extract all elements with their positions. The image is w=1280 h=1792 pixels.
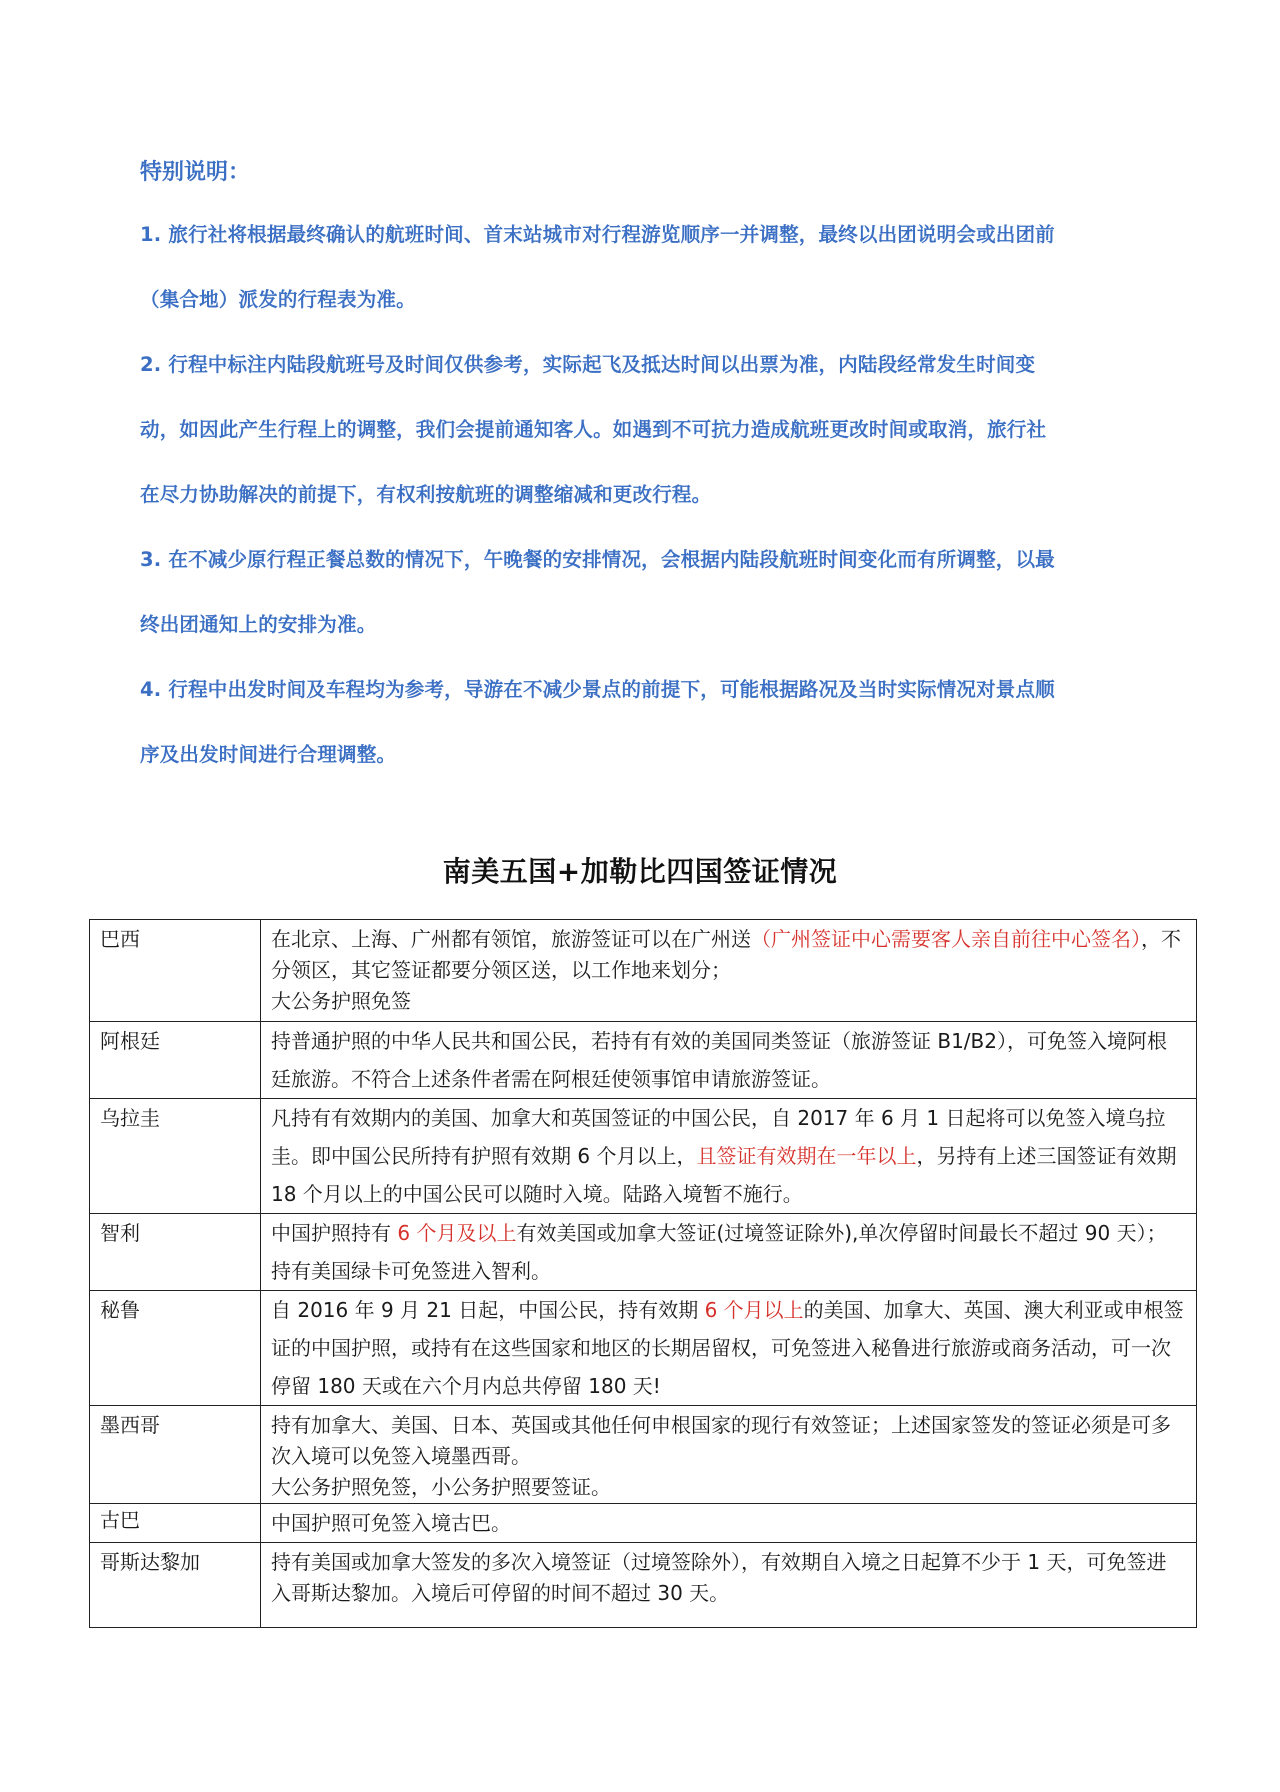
detail-text: 有效美国或加拿大签证(过境签证除外),单次停留时间最长不超过 90 天）；持有美国绿卡可免签进入智利。 — [271, 1221, 1167, 1283]
highlight-text: 6 个月以上 — [704, 1298, 804, 1322]
table-row — [90, 1543, 1197, 1628]
detail-text: 中国护照可免签入境古巴。 — [271, 1511, 511, 1535]
table-row — [90, 1291, 1197, 1406]
detail-cell — [261, 1099, 1197, 1214]
detail-cell — [261, 1022, 1197, 1099]
note-line: 序及出发时间进行合理调整。 — [140, 743, 397, 766]
note-line: 终出团通知上的安排为准。 — [140, 613, 377, 636]
country-cell: 古巴 — [90, 1504, 261, 1543]
detail-text: 大公务护照免签，小公务护照要签证。 — [271, 1475, 611, 1499]
detail-text: 在北京、上海、广州都有领馆，旅游签证可以在广州送 — [271, 927, 751, 951]
detail-cell — [261, 1543, 1197, 1628]
detail-text: 大公务护照免签 — [271, 989, 411, 1013]
detail-text: 持有加拿大、美国、日本、英国或其他任何申根国家的现行有效签证；上述国家签发的签证必须是可多次入境可以免签入境墨西哥。 — [271, 1413, 1171, 1468]
highlight-text: （广州签证中心需要客人亲自前往中心签名） — [751, 927, 1141, 951]
visa-table — [89, 919, 1197, 1628]
special-notes — [140, 158, 1150, 805]
country-cell: 墨西哥 — [90, 1406, 261, 1504]
note-line: （集合地）派发的行程表为准。 — [140, 288, 416, 311]
detail-text: ，不分领区，其它签证都要分领区送，以工作地来划分； — [271, 927, 1181, 982]
detail-cell — [261, 1504, 1197, 1543]
country-cell: 阿根廷 — [90, 1022, 261, 1099]
country-cell: 乌拉圭 — [90, 1099, 261, 1214]
detail-cell — [261, 920, 1197, 1022]
detail-text: 中国护照持有 — [271, 1221, 398, 1245]
note-line: 4. 行程中出发时间及车程均为参考，导游在不减少景点的前提下，可能根据路况及当时实际情况对景点顺 — [140, 678, 1055, 701]
note-line: 3. 在不减少原行程正餐总数的情况下，午晚餐的安排情况，会根据内陆段航班时间变化而有所调整，以最 — [140, 548, 1055, 571]
visa-table-title: 南美五国+加勒比四国签证情况 — [442, 855, 838, 888]
table-row — [90, 1022, 1197, 1099]
table-row — [90, 1406, 1197, 1504]
note-line: 在尽力协助解决的前提下，有权利按航班的调整缩减和更改行程。 — [140, 483, 712, 506]
country-cell: 巴西 — [90, 920, 261, 1022]
country-cell: 智利 — [90, 1214, 261, 1291]
detail-text: 持有美国或加拿大签发的多次入境签证（过境签除外），有效期自入境之日起算不少于 1 天，可免签进入哥斯达黎加。入境后可停留的时间不超过 30 天。 — [271, 1550, 1167, 1605]
note-line: 动，如因此产生行程上的调整，我们会提前通知客人。如遇到不可抗力造成航班更改时间或取消，旅行社 — [140, 418, 1047, 441]
detail-cell — [261, 1291, 1197, 1406]
note-line: 2. 行程中标注内陆段航班号及时间仅供参考，实际起飞及抵达时间以出票为准，内陆段经常发生时间变 — [140, 353, 1036, 376]
detail-text: 自 2016 年 9 月 21 日起，中国公民，持有效期 — [271, 1298, 705, 1322]
country-cell: 秘鲁 — [90, 1291, 261, 1406]
table-row — [90, 1214, 1197, 1291]
detail-text: 凡持有有效期内的美国、加拿大和英国签证的中国公民，自 2017 年 6 月 1 日起将可以免签入境乌拉圭。即中国公民所持有护照有效期 6 个月以上， — [271, 1106, 1166, 1168]
table-row — [90, 1504, 1197, 1543]
detail-text: 持普通护照的中华人民共和国公民，若持有有效的美国同类签证（旅游签证 B1/B2），可免签入境阿根廷旅游。不符合上述条件者需在阿根廷使领事馆申请旅游签证。 — [271, 1029, 1167, 1091]
highlight-text: 6 个月及以上 — [397, 1221, 517, 1245]
detail-cell — [261, 1406, 1197, 1504]
detail-text: ，另持有上述三国签证有效期 18 个月以上的中国公民可以随时入境。陆路入境暂不施行。 — [271, 1144, 1177, 1206]
table-row — [90, 920, 1197, 1022]
highlight-text: 且签证有效期在一年以上 — [696, 1144, 917, 1168]
detail-text: 的美国、加拿大、英国、澳大利亚或申根签证的中国护照，或持有在这些国家和地区的长期居留权，可免签进入秘鲁进行旅游或商务活动，可一次停留 180 天或在六个月内总共停留 180 天! — [271, 1298, 1184, 1398]
detail-cell — [261, 1214, 1197, 1291]
table-row — [90, 1099, 1197, 1214]
note-line: 1. 旅行社将根据最终确认的航班时间、首末站城市对行程游览顺序一并调整，最终以出团说明会或出团前 — [140, 223, 1055, 246]
country-cell: 哥斯达黎加 — [90, 1543, 261, 1628]
notes-heading: 特别说明： — [140, 160, 251, 185]
